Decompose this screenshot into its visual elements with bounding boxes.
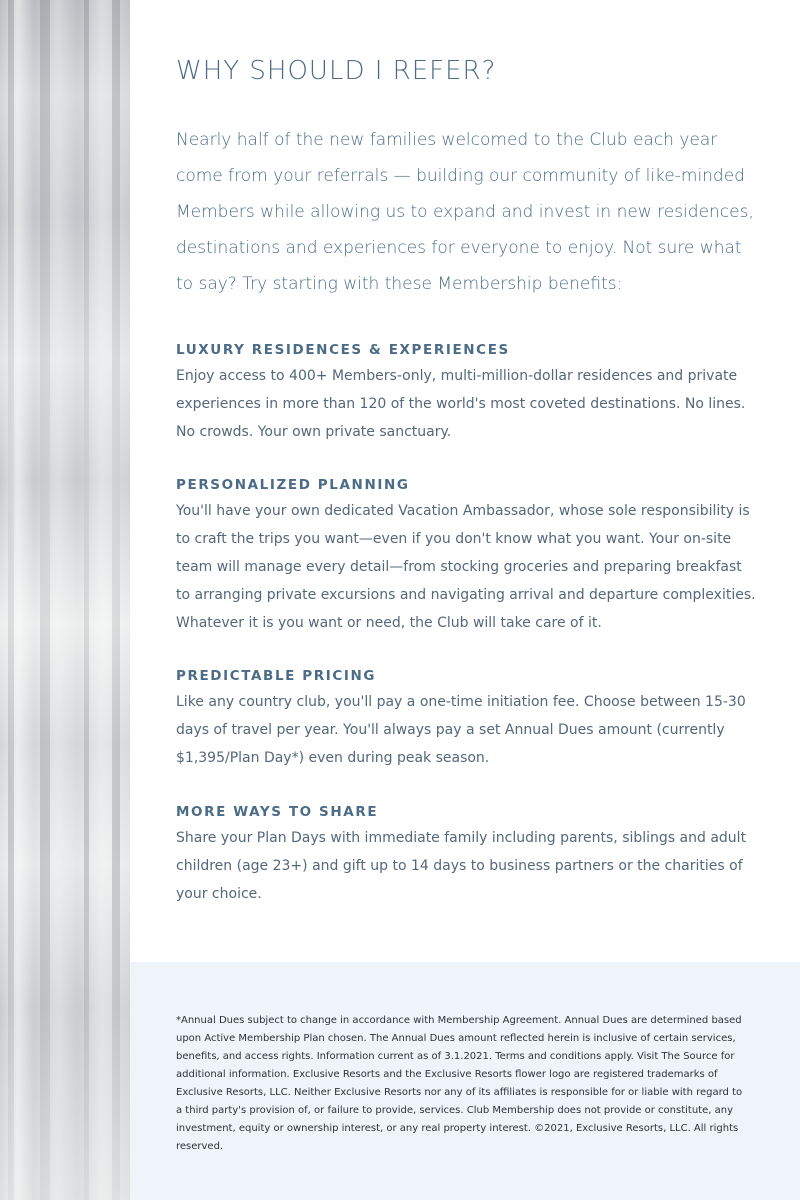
intro-paragraph: Nearly half of the new families welcomed to the Club each year come from your referrals — building our community of like-minded Members while allowing us to expand and invest in new residences, destinations and experiences for everyone to enjoy. Not sure what to say? Try starting with these Membership benefits: [176, 130, 754, 294]
section-body: Like any country club, you'll pay a one-time initiation fee. Choose between 15-30 days of travel per year. You'll always pay a set Annual Dues amount (currently $1,395/Plan Day*) even during peak season. [176, 694, 746, 766]
section-predictable-pricing [176, 668, 756, 772]
photo-streak [84, 0, 89, 1200]
section-body: You'll have your own dedicated Vacation Ambassador, whose sole responsibility is to craft the trips you want—even if you don't know what you want. Your on-site team will manage every detail—from stocking groceries and preparing breakfast to arranging private excursions and navigating arrival and departure complexities. Whatever it is you want or need, the Club will take care of it. [176, 503, 756, 631]
page-title: WHY SHOULD I REFER? [176, 56, 497, 86]
section-heading: LUXURY RESIDENCES & EXPERIENCES [176, 342, 510, 358]
section-body: Share your Plan Days with immediate family including parents, siblings and adult children (age 23+) and gift up to 14 days to business partners or the charities of your choice. [176, 830, 747, 902]
legal-footnote: *Annual Dues subject to change in accordance with Membership Agreement. Annual Dues are determined based upon Active Membership Plan chosen. The Annual Dues amount reflected herein is inclusive of certain services, benefits, and access rights. Information current as of 3.1.2021. Terms and conditions apply. Visit The Source for additional information. Exclusive Resorts and the Exclusive Resorts flower logo are registered trademarks of Exclusive Resorts, LLC. Neither Exclusive Resorts nor any of its affiliates is responsible for or liable with regard to a third party's provision of, or failure to provide, services. Club Membership does not provide or constitute, any investment, equity or ownership interest, or any real property interest. ©2021, Exclusive Resorts, LLC. All rights reserved. [176, 1015, 743, 1152]
decorative-photo-strip [0, 0, 130, 1200]
section-more-ways-to-share [176, 804, 756, 908]
section-heading: PERSONALIZED PLANNING [176, 477, 410, 493]
photo-streak [40, 0, 50, 1200]
footnote-panel [130, 962, 800, 1200]
section-personalized-planning [176, 477, 756, 637]
section-heading: MORE WAYS TO SHARE [176, 804, 379, 820]
photo-streak [8, 0, 14, 1200]
photo-streak [112, 0, 120, 1200]
section-heading: PREDICTABLE PRICING [176, 668, 377, 684]
section-body: Enjoy access to 400+ Members-only, multi-million-dollar residences and private experiences in more than 120 of the world's most coveted destinations. No lines. No crowds. Your own private sanctuary. [176, 368, 746, 440]
section-luxury-residences [176, 342, 756, 446]
